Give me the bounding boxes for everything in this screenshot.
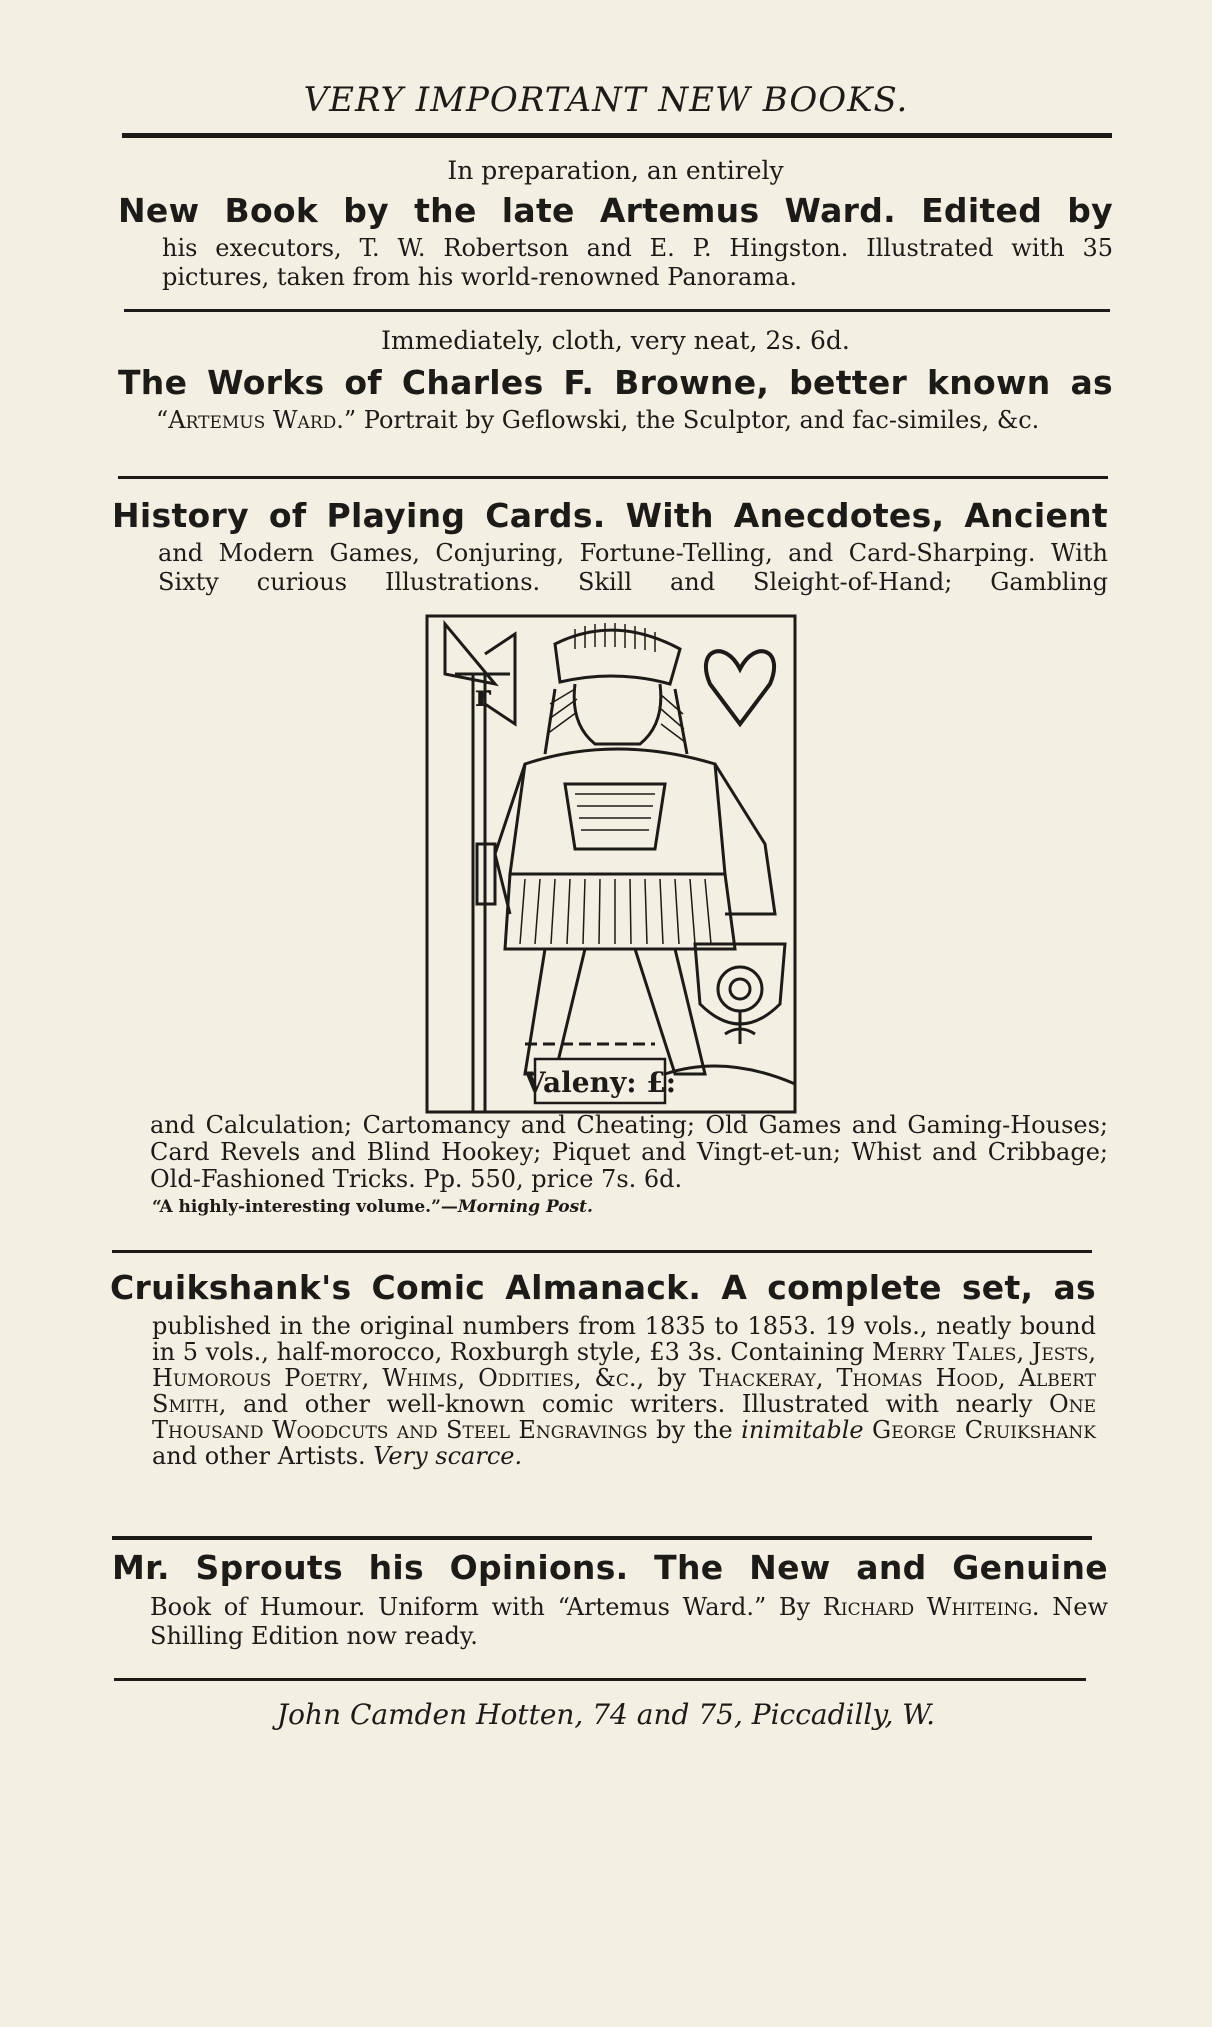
ad-lead: Immediately, cloth, very neat, 2s. 6d. — [381, 326, 850, 355]
heart-suit-icon — [706, 651, 774, 724]
ad-title: History of Playing Cards. With Anecdotes, Ancient — [112, 496, 1108, 535]
author-name: Artemus Ward — [168, 406, 337, 434]
ad-title: New Book by the late Artemus Ward. Edited by — [118, 191, 1113, 230]
ad-body: his executors, T. W. Robertson and E. P. Hingston. Illustrated with 35 pictures, taken from his world-renowned Panorama. — [162, 234, 1113, 291]
body-text: by the — [647, 1416, 742, 1444]
divider-rule — [124, 309, 1110, 312]
body-text: .” Portrait by Geflowski, the Sculptor, and fac-similes, &c. — [336, 406, 1040, 434]
open-quote: “ — [156, 406, 169, 434]
knave-of-hearts-woodcut — [425, 614, 797, 1114]
ad-body — [150, 1593, 1108, 1651]
body-italic: inimitable — [741, 1416, 864, 1444]
ad-title: The Works of Charles F. Browne, better known as — [118, 363, 1113, 402]
card-label: Valeny: £: — [523, 1066, 677, 1099]
ad-lead: In preparation, an entirely — [447, 156, 784, 185]
divider-rule — [114, 1678, 1086, 1681]
divider-rule — [122, 133, 1112, 138]
body-italic: Very scarce. — [373, 1442, 523, 1470]
body-smallcaps: Merry Tales, Jests, Humorous Poetry, Whims, Oddities, &c., — [152, 1338, 1097, 1392]
running-head: VERY IMPORTANT NEW BOOKS. — [303, 80, 909, 120]
ad-body-top: and Modern Games, Conjuring, Fortune-Telling, and Card-Sharping. With Sixty curious Illustrations. Skill and Sleight-of-Hand; Gambling — [158, 539, 1108, 596]
body-text: published in the original numbers from 1835 to 1853. 19 vols., neatly bound in 5 vols., half-morocco, Roxburgh style, £3 3s. Containing — [152, 1312, 1096, 1366]
ad-works-of-browne — [118, 326, 1113, 435]
body-text: and other well-known comic writers. Illustrated with nearly — [226, 1390, 1050, 1418]
quote-text: “A highly-interesting volume.”— — [152, 1197, 458, 1217]
body-smallcaps: One Thousand Woodcuts and Steel Engravings — [152, 1390, 1096, 1444]
ad-artemus-ward-new-book — [118, 156, 1113, 292]
ad-body — [152, 1313, 1096, 1469]
publisher-imprint: John Camden Hotten, 74 and 75, Piccadilly, W. — [276, 1698, 936, 1731]
ad-title: Mr. Sprouts his Opinions. The New and Genuine — [112, 1548, 1108, 1587]
knave-figure — [495, 623, 795, 1084]
ad-body-bottom: and Calculation; Cartomancy and Cheating; Old Games and Gaming-Houses; Card Revels and Blind Hookey; Piquet and Vingt-et-un; Whist and Cribbage; Old-Fashioned Tricks. Pp. 550, price 7s. 6d. — [150, 1111, 1108, 1193]
playing-card-illustration — [425, 614, 797, 1114]
ad-body — [156, 406, 1113, 435]
ad-history-playing-cards-continued — [112, 1112, 1108, 1217]
divider-rule — [112, 1250, 1092, 1253]
divider-rule — [112, 1536, 1092, 1540]
divider-rule — [118, 476, 1108, 479]
body-smallcaps: Richard Whiteing. — [822, 1593, 1040, 1621]
ad-cruikshank-almanack — [110, 1268, 1096, 1469]
body-text: by — [644, 1364, 700, 1392]
review-quote — [152, 1197, 1108, 1217]
body-text: and other Artists. — [152, 1442, 374, 1470]
body-text: Book of Humour. Uniform with “Artemus Ward.” By — [150, 1593, 823, 1621]
ad-title: Cruikshank's Comic Almanack. A complete set, as — [110, 1268, 1096, 1307]
card-index-r: r — [475, 679, 491, 714]
quote-source: Morning Post. — [457, 1197, 593, 1217]
body-text: New Shilling Edition now ready. — [150, 1593, 1108, 1650]
ad-mr-sprouts — [112, 1548, 1108, 1651]
body-smallcaps: George Cruikshank — [872, 1416, 1096, 1444]
body-text — [864, 1416, 872, 1444]
ad-history-playing-cards — [112, 496, 1108, 597]
body-smallcaps: Thackeray, Thomas Hood, Albert Smith, — [152, 1364, 1096, 1418]
